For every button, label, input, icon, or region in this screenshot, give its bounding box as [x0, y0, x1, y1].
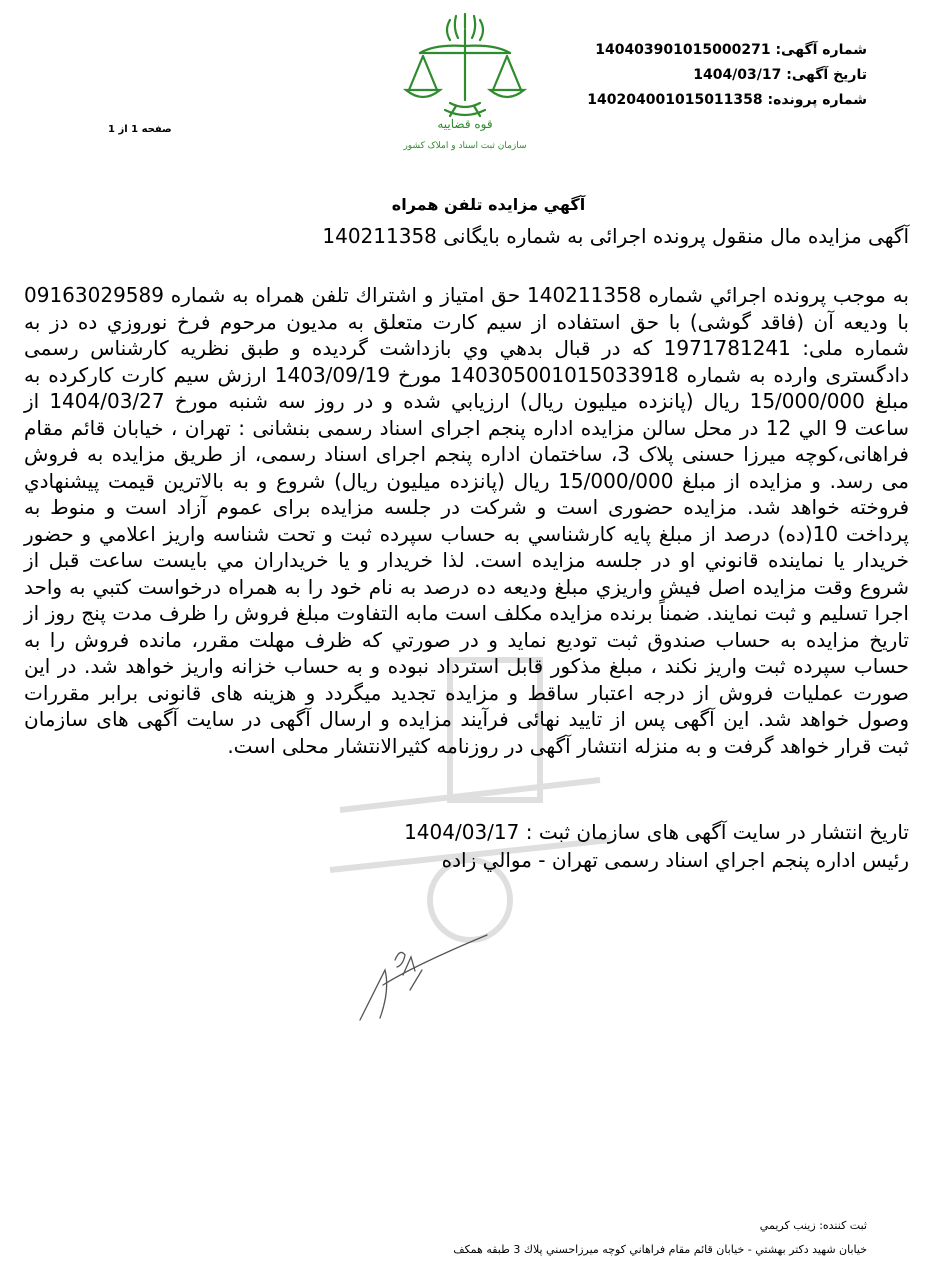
publication-date-value: 1404/03/17: [404, 820, 520, 844]
emblem-org-subtext: سازمان ثبت اسناد و املاک کشور: [403, 141, 527, 151]
case-number-label: شماره پرونده:: [767, 92, 867, 108]
ad-date-row: [587, 63, 867, 88]
notice-body: به موجب پرونده اجرائي شماره 140211358 حق امتياز و اشتراك تلفن همراه به شماره 09163029589 با وديعه آن (فاقد گوشی) با حق استفاده از سیم کارت متعلق به مديون مرحوم فرخ نوروزي ده دز به شماره ملی: 1971781241 كه در قبال بدهي وي بازداشت گرديده و طبق نظريه كارشناس رسمی دادگستری وارده به شماره 140305001015033918 مورخ 1403/09/19 ارزش سیم کارت کارکرده به مبلغ 15/000/000 ريال (پانزده میلیون ریال) ارزيابي شده و در روز سه شنبه مورخ 1404/03/27 از ساعت 9 الي 12 در محل سالن مزايده اداره پنجم اجرای اسناد رسمی بنشانی : تهران ، خیابان قائم مقام فراهانی،کوچه میرزا حسنی پلاک 3، ساختمان اداره پنجم اجرای اسناد رسمی، از طريق مزايده به فروش می رسد. و مزايده از مبلغ 15/000/000 ريال (پانزده میلیون ریال) شروع و به بالاترين قيمت پيشنهادي فروخته خواهد شد. مزایده حضوری است و شرکت در جلسه مزایده برای عموم آزاد است و منوط به پرداخت 10(ده) درصد از مبلغ پايه كارشناسي به حساب سپرده ثبت و تحت شناسه واريز اعلامي و حضور خريدار يا نماينده قانوني او در جلسه مزايده است. لذا خريدار و يا خريداران مي بايست ساعت قبل از شروع وقت مزايده اصل فيش واريزي مبلغ وديعه ده درصد به نام خود را به همراه درخواست كتبي به واحد اجرا تسليم و ثبت نمايند. ضمناً برنده مزايده مكلف است مابه التفاوت مبلغ فروش را ظرف مدت پنج روز از تاريخ مزايده به حساب صندوق ثبت توديع نمايد و در صورتي كه ظرف مهلت مقرر، مانده فروش را به حساب سپرده ثبت واريز نكند ، مبلغ مذكور قابل استرداد نبوده و به حساب خزانه واريز خواهد شد. در اين صورت عمليات فروش از درجه اعتبار ساقط و مزايده تجديد ميگردد و هزينه های قانونی برابر مقررات وصول خواهد شد. این آگهی پس از تایید نهائی فرآیند مزایده و ارسال آگهی در سایت آگهی های سازمان ثبت قرار خواهد گرفت و به منزله انتشار آگهی در روزنامه کثیرالانتشار محلی است.: [24, 283, 910, 758]
ad-number-value: 14040390101500027‌1: [595, 42, 771, 58]
publication-info: [404, 818, 909, 874]
case-number-row: [587, 88, 867, 113]
case-number-value: 140204001015011358: [587, 92, 763, 108]
notice-title: آگهي مزايده تلفن همراه: [391, 195, 586, 214]
scales-of-justice-icon: [390, 8, 540, 158]
publication-date-row: [404, 818, 909, 846]
registrar-row: [453, 1214, 867, 1238]
registrar-label: ثبت کننده:: [819, 1219, 867, 1232]
notice-meta: [587, 38, 867, 113]
registrar-info: [453, 1214, 867, 1262]
page-indicator: صفحه 1 از 1: [108, 124, 172, 135]
ad-date-value: 1404/03/17: [693, 67, 782, 83]
signature-icon: [355, 930, 495, 1025]
ad-number-row: [587, 38, 867, 63]
publication-date-label: تاريخ انتشار در سايت آگهی های سازمان ثبت :: [525, 820, 909, 844]
registrar-name: زينب كريمي: [759, 1219, 816, 1232]
ad-number-label: شماره آگهی:: [775, 42, 867, 58]
signatory: رئيس اداره پنجم اجراي اسناد رسمی تهران - موالي زاده: [441, 848, 909, 872]
emblem-org-text: قوه قضاییه: [437, 117, 493, 131]
notice-subtitle: آگهی مزایده مال منقول پرونده اجرائی به شماره بایگانی 140211358: [322, 224, 909, 248]
registrar-address: خيابان شهيد دكتر بهشتي - خيابان قائم مقام فراهاني كوچه ميرزاحسني پلاك 3 طبقه همكف: [453, 1243, 867, 1256]
ad-date-label: تاریخ آگهی:: [786, 67, 867, 83]
